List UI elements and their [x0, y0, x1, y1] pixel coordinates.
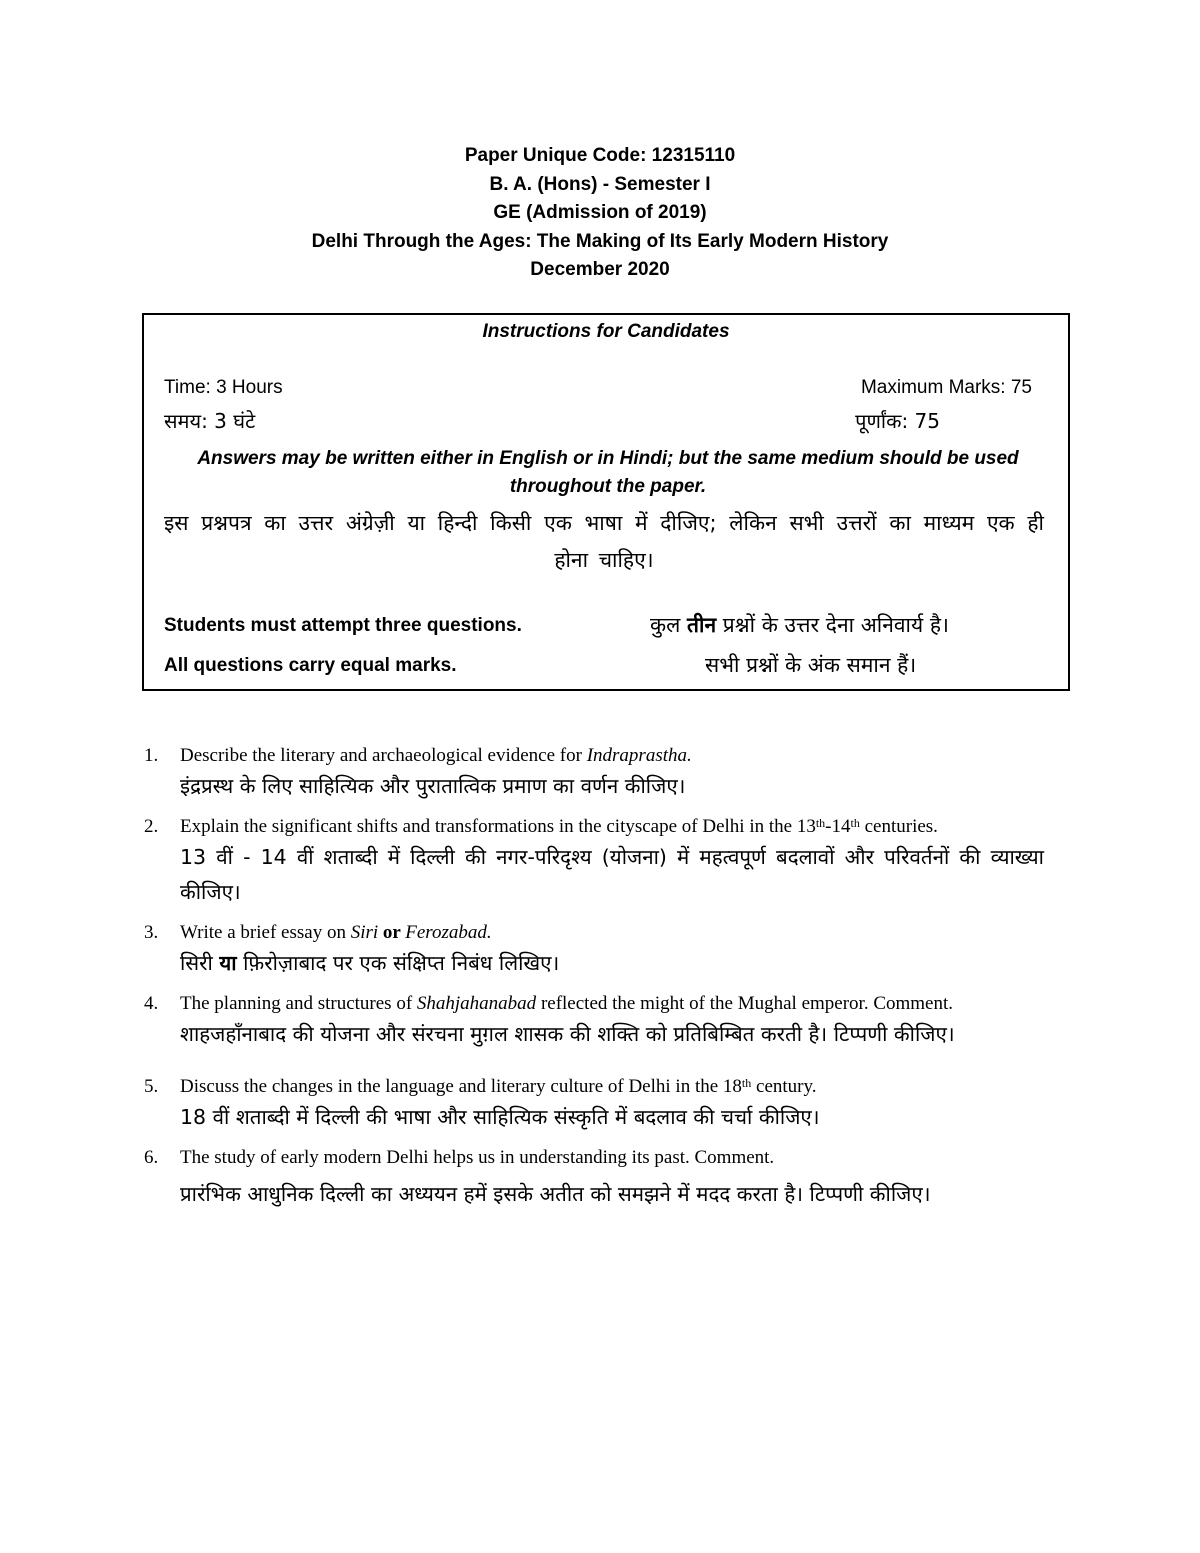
marks-en: Maximum Marks: 75	[860, 377, 1032, 398]
question-6: 6. The study of early modern Delhi helps us in understanding its past. Comment. प्रारंभिक आधुनिक दिल्ली का अध्ययन हमें इसके अतीत को समझने में मदद करता है। टिप्पणी कीजिए।	[144, 1147, 1044, 1212]
time-hi: समय: 3 घंटे	[164, 409, 256, 433]
answer-medium-hi: इस प्रश्नपत्र का उत्तर अंग्रेज़ी या हिन्दी किसी एक भाषा में दीजिए; लेकिन सभी उत्तरों का माध्यम एक ही होना चाहिए।	[164, 511, 1044, 572]
question-list	[144, 745, 1044, 1224]
question-6-en: The study of early modern Delhi helps us in understanding its past. Comment.	[180, 1147, 775, 1168]
question-3-hi: सिरी या फ़िरोज़ाबाद पर एक संक्षिप्त निबंध लिखिए।	[180, 951, 560, 975]
question-2-en: Explain the significant shifts and transformations in the cityscape of Delhi in the 13th-14th centuries.	[180, 816, 938, 837]
time-marks-row	[164, 377, 1032, 399]
answer-medium-en: Answers may be written either in English or in Hindi; but the same medium should be used throughout the paper.	[197, 448, 1019, 497]
question-5-hi: 18 वीं शताब्दी में दिल्ली की भाषा और साहित्यिक संस्कृति में बदलाव की चर्चा कीजिए।	[180, 1105, 820, 1129]
question-4-en: The planning and structures of Shahjahanabad reflected the might of the Mughal emperor. Comment.	[180, 993, 954, 1014]
question-3-en: Write a brief essay on Siri or Ferozabad.	[180, 922, 492, 943]
question-5: 5. Discuss the changes in the language and literary culture of Delhi in the 18th century. 18 वीं शताब्दी में दिल्ली की भाषा और साहित्यिक संस्कृति में बदलाव की चर्चा कीजिए।	[144, 1076, 1044, 1135]
attempt-instruction-hi: कुल तीन प्रश्नों के उत्तर देना अनिवार्य है।	[650, 613, 949, 637]
question-2-hi: 13 वीं - 14 वीं शताब्दी में दिल्ली की नगर-परिदृश्य (योजना) में महत्वपूर्ण बदलावों और परिवर्तनों की व्याख्या कीजिए।	[180, 845, 1044, 904]
time-marks-row-hindi	[164, 407, 1032, 434]
question-5-en: Discuss the changes in the language and literary culture of Delhi in the 18th century.	[180, 1076, 817, 1097]
attempt-instruction-en: Students must attempt three questions.	[164, 615, 522, 636]
paper-header	[0, 142, 1200, 285]
question-1-hi: इंद्रप्रस्थ के लिए साहित्यिक और पुरातात्विक प्रमाण का वर्णन कीजिए।	[180, 774, 686, 798]
equal-marks-en: All questions carry equal marks.	[164, 655, 457, 676]
time-en: Time: 3 Hours	[164, 377, 283, 398]
question-4-hi: शाहजहाँनाबाद की योजना और संरचना मुग़ल शासक की शक्ति को प्रतिबिम्बित करती है। टिप्पणी कीजिए।	[180, 1022, 955, 1046]
instructions-title: Instructions for Candidates	[482, 321, 730, 342]
course-name: B. A. (Hons) - Semester I	[489, 173, 711, 195]
admission-year: GE (Admission of 2019)	[493, 202, 707, 223]
question-3: 3. Write a brief essay on Siri or Ferozabad. सिरी या फ़िरोज़ाबाद पर एक संक्षिप्त निबंध लिखिए।	[144, 922, 1044, 981]
instructions-box	[142, 313, 1070, 691]
question-1: 1. Describe the literary and archaeological evidence for Indraprastha. इंद्रप्रस्थ के लिए साहित्यिक और पुरातात्विक प्रमाण का वर्णन कीजिए।	[144, 745, 1044, 804]
marks-hi: पूर्णांक: 75	[855, 409, 940, 433]
paper-code: Paper Unique Code: 12315110	[464, 145, 736, 166]
question-1-en: Describe the literary and archaeological evidence for Indraprastha.	[180, 745, 692, 766]
paper-title: Delhi Through the Ages: The Making of Its Early Modern History	[311, 230, 889, 252]
question-6-hi: प्रारंभिक आधुनिक दिल्ली का अध्ययन हमें इसके अतीत को समझने में मदद करता है। टिप्पणी कीजिए।	[180, 1182, 931, 1206]
exam-date: December 2020	[530, 259, 670, 280]
question-4: 4. The planning and structures of Shahjahanabad reflected the might of the Mughal emperor. Comment. शाहजहाँनाबाद की योजना और संरचना मुग़ल शासक की शक्ति को प्रतिबिम्बित करती है। टिप्पणी कीजिए।	[144, 993, 1044, 1052]
question-2: 2. Explain the significant shifts and transformations in the cityscape of Delhi in the 13th-14th centuries. 13 वीं - 14 वीं शताब्दी में दिल्ली की नगर-परिदृश्य (योजना) में महत्वपूर्ण बदलावों और परिवर्तनों की व्याख्या कीजिए।	[144, 816, 1044, 910]
equal-marks-hi: सभी प्रश्नों के अंक समान हैं।	[705, 653, 917, 677]
